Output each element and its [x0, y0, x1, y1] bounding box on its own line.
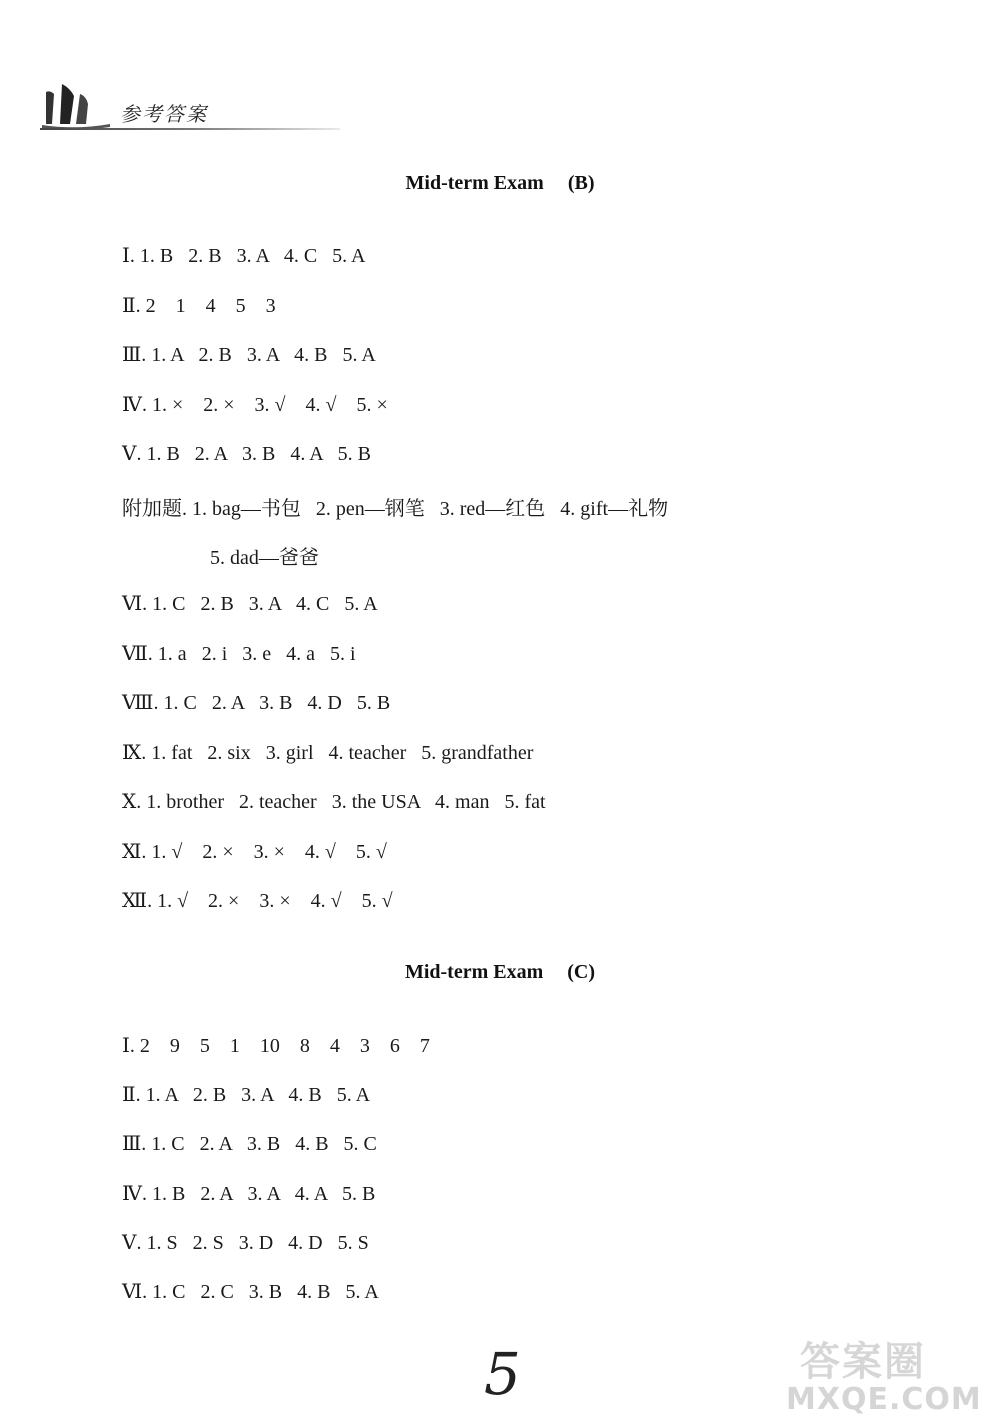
section-title-c	[0, 961, 1000, 984]
answer-line: Ⅴ. 1. S 2. S 3. D 4. D 5. S	[122, 1232, 369, 1254]
section-title-b	[0, 172, 1000, 195]
sailboat-logo-icon	[40, 78, 112, 130]
section-title-text: Mid-term Exam	[405, 172, 544, 194]
answer-line: Ⅱ. 2 1 4 5 3	[122, 295, 276, 317]
answer-line: Ⅵ. 1. C 2. C 3. B 4. B 5. A	[122, 1281, 379, 1303]
answer-line: Ⅶ. 1. a 2. i 3. e 4. a 5. i	[122, 643, 356, 665]
header-title: 参考答案	[120, 102, 208, 126]
watermark-text-top: 答案圈	[800, 1339, 926, 1385]
section-title-text: Mid-term Exam	[404, 961, 544, 983]
page-number: 5	[484, 1340, 521, 1408]
answer-line: Ⅵ. 1. C 2. B 3. A 4. C 5. A	[122, 593, 378, 615]
section-tag: (B)	[567, 172, 595, 194]
answer-line: Ⅲ. 1. A 2. B 3. A 4. B 5. A	[122, 344, 376, 366]
answer-line: Ⅰ. 2 9 5 1 10 8 4 3 6 7	[122, 1035, 430, 1057]
answer-line: Ⅳ. 1. B 2. A 3. A 4. A 5. B	[122, 1183, 376, 1205]
answer-line: Ⅻ. 1. √ 2. × 3. × 4. √ 5. √	[122, 890, 393, 912]
answer-line: Ⅴ. 1. B 2. A 3. B 4. A 5. B	[122, 443, 371, 465]
header-divider	[40, 128, 340, 130]
answer-line: Ⅹ. 1. brother 2. teacher 3. the USA 4. man 5. fat	[122, 791, 546, 813]
answer-line: Ⅳ. 1. × 2. × 3. √ 4. √ 5. ×	[122, 394, 388, 416]
page-header	[40, 78, 360, 138]
answer-line-bonus-continued: 5. dad—爸爸	[210, 547, 319, 569]
answer-line: Ⅱ. 1. A 2. B 3. A 4. B 5. A	[122, 1084, 371, 1106]
answer-line-bonus: 附加题. 1. bag—书包 2. pen—钢笔 3. red—红色 4. gift—礼物	[122, 498, 669, 520]
answer-line: Ⅺ. 1. √ 2. × 3. × 4. √ 5. √	[122, 841, 387, 863]
watermark	[786, 1330, 996, 1420]
answer-line: Ⅸ. 1. fat 2. six 3. girl 4. teacher 5. grandfather	[122, 742, 534, 764]
watermark-text-bottom: MXQE.COM	[786, 1382, 982, 1417]
answer-line: Ⅲ. 1. C 2. A 3. B 4. B 5. C	[122, 1133, 377, 1155]
answer-line: Ⅷ. 1. C 2. A 3. B 4. D 5. B	[122, 692, 391, 714]
section-tag: (C)	[567, 961, 596, 983]
answer-line: Ⅰ. 1. B 2. B 3. A 4. C 5. A	[122, 245, 366, 267]
